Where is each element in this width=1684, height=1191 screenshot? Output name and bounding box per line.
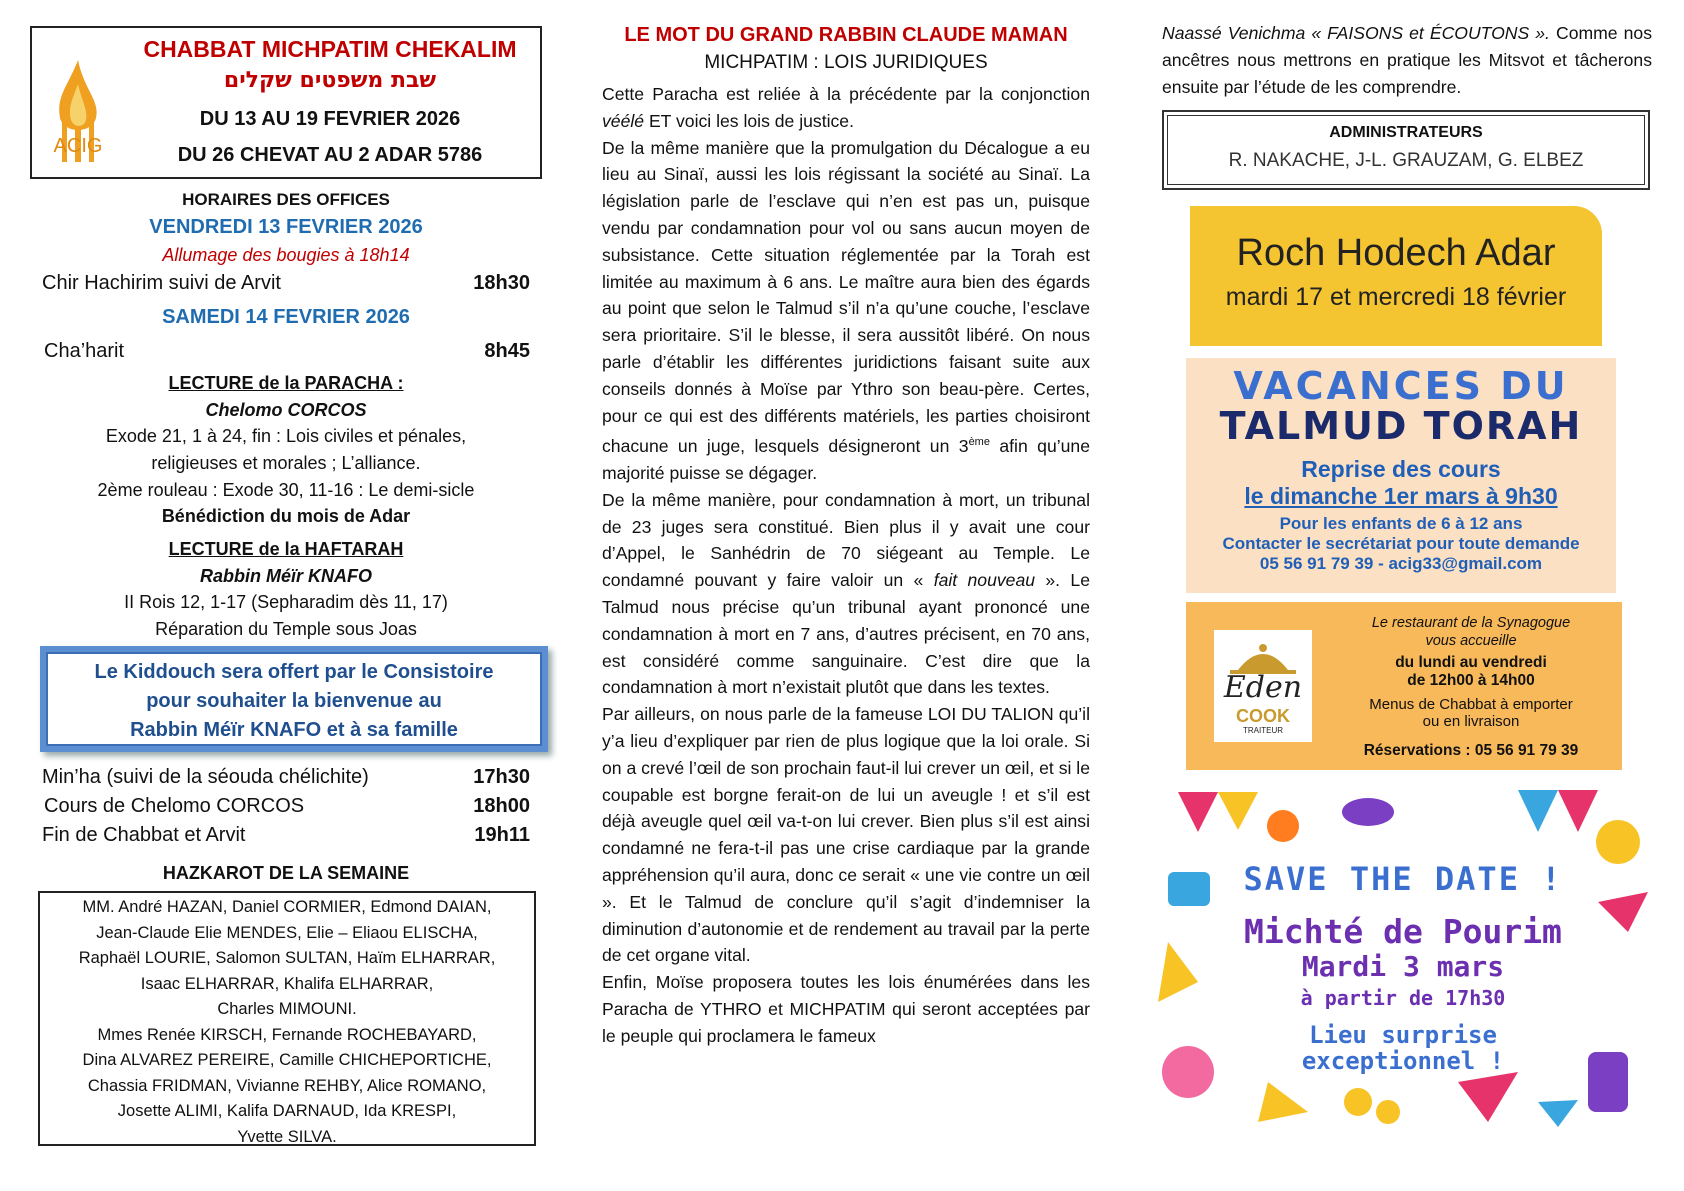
office-row xyxy=(44,795,530,818)
article-paragraph: Enfin, Moïse proposera toutes les lois énumérées dans les Paracha de YTHRO et MICHPATIM qui seront acceptées par le peuple qui proclamera le fameux xyxy=(602,972,1090,1046)
office-label: Chir Hachirim suivi de Arvit xyxy=(42,272,281,294)
administrateurs-box xyxy=(1162,110,1650,190)
eden-cook-logo xyxy=(1214,630,1312,742)
paracha-reader: Chelomo CORCOS xyxy=(205,400,367,420)
office-row xyxy=(44,340,530,363)
hazkarot-line: MM. André HAZAN, Daniel CORMIER, Edmond DAIAN, xyxy=(82,898,492,916)
vacances-title-1: VACANCES DU xyxy=(1233,364,1569,408)
logo-text: ACIG xyxy=(53,135,103,157)
acig-logo-icon xyxy=(38,56,118,166)
kiddouch-line: Le Kiddouch sera offert par le Consistoire xyxy=(94,661,494,683)
eden-hours: du lundi au vendredi de 12h00 à 14h00 xyxy=(1395,654,1547,689)
article-continuation: Naassé Venichma « FAISONS et ÉCOUTONS ». Comme nos ancêtres nous mettrons en pratique les Mitsvot et tâcherons ensuite par l’étude de les comprendre. xyxy=(1162,23,1652,97)
vendredi-title: VENDREDI 13 FEVRIER 2026 xyxy=(149,216,423,238)
paracha-line: religieuses et morales ; L’alliance. xyxy=(151,453,421,473)
vacances-ages: Pour les enfants de 6 à 12 ans xyxy=(1279,514,1523,533)
kiddouch-text xyxy=(46,652,542,746)
office-label: Fin de Chabbat et Arvit xyxy=(42,824,246,846)
vacances-contact: Contacter le secrétariat pour toute demande xyxy=(1222,534,1580,553)
eden-logo-small: TRAITEUR xyxy=(1243,726,1283,735)
benediction-adar: Bénédiction du mois de Adar xyxy=(161,506,411,526)
hazkarot-line: Charles MIMOUNI. xyxy=(217,1000,357,1018)
chabbat-title-hebrew: שבת משפטים שקלים xyxy=(223,68,437,93)
article-body xyxy=(602,81,1090,1050)
office-label: Cha’harit xyxy=(44,340,125,362)
article-subtitle: MICHPATIM : LOIS JURIDIQUES xyxy=(704,52,988,73)
admin-title: ADMINISTRATEURS xyxy=(1329,124,1483,141)
hazkarot-title: HAZKAROT DE LA SEMAINE xyxy=(162,863,410,883)
roch-hodech-dates: mardi 17 et mercredi 18 février xyxy=(1225,283,1567,311)
hazkarot-line: Mmes Renée KIRSCH, Fernande ROCHEBAYARD, xyxy=(97,1025,477,1044)
pourim-save-date: SAVE THE DATE ! xyxy=(1243,860,1563,898)
vacances-reprise: Reprise des cours xyxy=(1301,456,1501,482)
paracha-title: LECTURE de la PARACHA : xyxy=(168,373,404,393)
hazkarot-line: Chassia FRIDMAN, Vivianne REHBY, Alice ROMANO, xyxy=(87,1076,487,1095)
hazkarot-line: Yvette SILVA. xyxy=(237,1127,337,1146)
haftarah-line: II Rois 12, 1-17 (Sepharadim dès 11, 17) xyxy=(124,592,448,612)
allumage-bougies: Allumage des bougies à 18h14 xyxy=(162,245,410,265)
article-paragraph: Par ailleurs, on nous parle de la fameuse LOI DU TALION qu’il y’a lieu d’expliquer par rien de plus logique que la loi orale. Si on a crevé l’œil de son prochain faut-il lui crever un œil, et si le coupable est borgne ferait-on de lui un aveugle ! et s’il est déjà aveugle quel œil va-t-on lui crever. Bien plus s’il est ainsi condamné ne fera-t-il pas une crise cardiaque par la grande appréhension qu’il aura, donc ce serait « une vie contre un œil ». Et le Talmud de conclure qu’il s’agit d’indemniser la diminution d’autonomie et de rendement au travail par la perte de cet organe vital. xyxy=(602,704,1090,966)
eden-logo-sub: COOK xyxy=(1236,706,1290,726)
samedi-title: SAMEDI 14 FEVRIER 2026 xyxy=(162,306,410,328)
office-time: 17h30 xyxy=(473,766,530,788)
kiddouch-line: Rabbin Méïr KNAFO et à sa famille xyxy=(130,719,458,741)
hazkarot-line: Dina ALVAREZ PEREIRE, Camille CHICHEPORTICHE, xyxy=(82,1051,492,1069)
header-box xyxy=(30,26,542,179)
roch-hodech-title: Roch Hodech Adar xyxy=(1236,232,1556,274)
eden-reservations: Réservations : 05 56 91 79 39 xyxy=(1363,742,1579,759)
vacances-date: le dimanche 1er mars à 9h30 xyxy=(1244,483,1558,509)
pourim-time: à partir de 17h30 xyxy=(1300,986,1506,1010)
pourim-lieu: Lieu surprise exceptionnel ! xyxy=(1301,1021,1505,1075)
article-paragraph: De la même manière, pour condamnation à mort, un tribunal de 23 juges sera constitué. Bien plus il y avait une cour d’Appel, le Sanhédrin de 70 siégeant au Temple. Le condamné pouvant y faire valoir un « fait nouveau ». Le Talmud nous précise qu’un tribunal ayant prononcé une condamnation à mort en 7 ans, d’autres précisent, en 70 ans, est considéré comme sanguinaire. C’est dire que la condamnation à mort n’existait plutôt que dans les textes. xyxy=(602,489,1090,698)
office-time: 18h00 xyxy=(473,795,530,817)
office-row xyxy=(42,824,530,847)
hazkarot-line: Raphaël LOURIE, Salomon SULTAN, Haïm ELHARRAR, xyxy=(78,949,496,967)
vacances-phone: 05 56 91 79 39 - acig33@gmail.com xyxy=(1259,554,1543,573)
office-label: Cours de Chelomo CORCOS xyxy=(44,795,305,817)
paracha-line: 2ème rouleau : Exode 30, 11-16 : Le demi-sicle xyxy=(97,480,475,500)
office-row xyxy=(42,766,530,789)
office-row xyxy=(42,272,530,295)
pourim-poster xyxy=(1158,782,1648,1134)
horaires-title: HORAIRES DES OFFICES xyxy=(182,190,390,209)
chabbat-title: CHABBAT MICHPATIM CHEKALIM xyxy=(143,36,517,62)
eden-cook-ad xyxy=(1186,602,1622,770)
pourim-title: Michté de Pourim xyxy=(1244,912,1562,951)
eden-welcome: Le restaurant de la Synagogue vous accueille xyxy=(1371,615,1571,649)
haftarah-title: LECTURE de la HAFTARAH xyxy=(168,539,404,559)
kiddouch-line: pour souhaiter la bienvenue au xyxy=(146,690,442,712)
hebrew-dates: DU 26 CHEVAT AU 2 ADAR 5786 xyxy=(177,144,483,166)
vacances-title-2: TALMUD TORAH xyxy=(1219,404,1583,448)
roch-hodech-banner xyxy=(1190,206,1602,346)
office-time: 19h11 xyxy=(474,824,530,846)
gregorian-dates: DU 13 AU 19 FEVRIER 2026 xyxy=(199,108,461,130)
hazkarot-line: Josette ALIMI, Kalifa DARNAUD, Ida KRESPI, xyxy=(117,1102,457,1120)
hazkarot-line: Isaac ELHARRAR, Khalifa ELHARRAR, xyxy=(140,974,434,993)
article-paragraph: Cette Paracha est reliée à la précédente par la conjonction véélé ET voici les lois de justice. xyxy=(602,84,1090,131)
admin-names: R. NAKACHE, J-L. GRAUZAM, G. ELBEZ xyxy=(1228,150,1584,171)
kiddouch-box xyxy=(40,646,548,752)
office-time: 18h30 xyxy=(473,272,530,294)
hazkarot-line: Jean-Claude Elie MENDES, Elie – Eliaou ELISCHA, xyxy=(96,923,478,942)
eden-logo-main: Eden xyxy=(1223,670,1303,705)
office-label: Min’ha (suivi de la séouda chélichite) xyxy=(42,766,369,788)
office-time: 8h45 xyxy=(484,340,530,362)
eden-menus: Menus de Chabbat à emporter ou en livraison xyxy=(1369,696,1573,730)
haftarah-reader: Rabbin Méïr KNAFO xyxy=(199,566,372,586)
article-paragraph: De la même manière que la promulgation du Décalogue a eu lieu au Sinaï, aussi les lois régissant la société au Sinaï. La législation parle de l’esclave qui n’en est pas un, puisque vendu par condamnation pour vol ou sans aucun moyen de subsistance. Cette situation réglementée par la Torah est limitée au maximum à 6 ans. Le maître aura bien des égards au point que selon le Talmud s’il n’a qu’une couche, l’esclave sera prioritaire. S’il le blesse, il sera aussitôt libéré. On nous parle d’établir les différentes juridictions faisant suite aux conseils donnés à Moïse par Ythro son beau-père. Certes, pour ce qui est des différents matériels, les parties choisiront chacune un juge, lesquels désigneront un 3ème afin qu’une majorité puisse se dégager. xyxy=(602,137,1090,484)
hazkarot-box xyxy=(38,891,536,1146)
haftarah-line: Réparation du Temple sous Joas xyxy=(155,619,417,639)
article-title: LE MOT DU GRAND RABBIN CLAUDE MAMAN xyxy=(624,24,1068,46)
pourim-date: Mardi 3 mars xyxy=(1301,950,1505,983)
vacances-talmud-torah xyxy=(1186,358,1616,593)
paracha-line: Exode 21, 1 à 24, fin : Lois civiles et pénales, xyxy=(105,426,467,446)
